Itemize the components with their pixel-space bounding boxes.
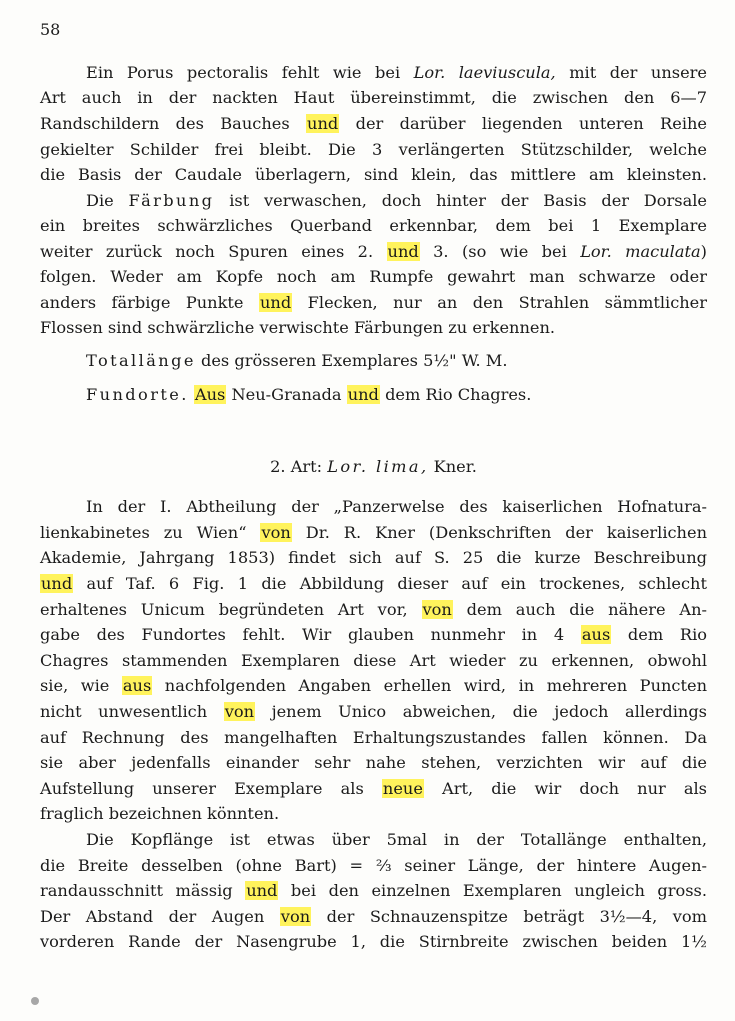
page-number: 58 [40, 20, 61, 39]
text-run: Lor. lima, [327, 457, 429, 476]
text-run: ) [700, 242, 707, 261]
text-line [40, 318, 707, 338]
text-run: Kner. [428, 457, 477, 476]
text-line [40, 293, 707, 313]
text-line [40, 497, 707, 517]
text-line [40, 804, 707, 824]
text-run: auf Taf. 6 Fig. 1 die Abbildung dieser auf ein trockenes, schlecht [73, 574, 707, 593]
highlighted-word: von [224, 702, 255, 721]
text-run: anders färbige Punkte [40, 293, 259, 312]
text-run: ist verwaschen, doch hinter der Basis der Dorsale [214, 191, 707, 210]
text-run: Dr. R. Kner (Denkschriften der kaiserlichen [291, 523, 707, 542]
highlighted-word: und [347, 385, 379, 404]
text-run: erhaltenes Unicum begründeten Art vor, [40, 600, 422, 619]
text-run: die Basis der Caudale überlagern, sind klein, das mittlere am kleinsten. [40, 165, 707, 184]
text-line [40, 385, 707, 405]
text-line [40, 114, 707, 134]
highlighted-word: und [307, 114, 339, 133]
text-run: Art, die wir doch nur als [423, 779, 707, 798]
text-line [40, 548, 707, 568]
text-run: auf Rechnung des mangelhaften Erhaltungszustandes fallen können. Da [40, 728, 707, 747]
text-line [40, 242, 707, 262]
text-run: Der Abstand der Augen [40, 907, 280, 926]
text-run: Akademie, Jahrgang 1853) findet sich auf S. 25 die kurze Beschreibung [40, 548, 707, 567]
text-run: Die [86, 191, 129, 210]
text-run: sie aber jedenfalls einander sehr nahe stehen, verzichten wir auf die [40, 753, 707, 772]
text-run: Lor. maculata [580, 242, 701, 261]
text-run: folgen. Weder am Kopfe noch am Rumpfe gewahrt man schwarze oder [40, 267, 707, 286]
text-line [40, 932, 707, 952]
text-run: Fundorte. [86, 385, 189, 404]
text-line [40, 676, 707, 696]
text-run: dem Rio Chagres. [379, 385, 532, 404]
text-run: gekielter Schilder frei bleibt. Die 3 verlängerten Stützschilder, welche [40, 140, 707, 159]
text-run: vorderen Rande der Nasengrube 1, die Stirnbreite zwischen beiden 1½ [40, 932, 707, 951]
text-run: Randschildern des Bauches [40, 114, 307, 133]
text-run: dem Rio [611, 625, 707, 644]
highlighted-word: von [261, 523, 291, 542]
text-line [40, 523, 707, 543]
text-run: Färbung [128, 191, 215, 210]
text-run: 3. (so wie bei [419, 242, 581, 261]
text-line [40, 702, 707, 722]
text-line [40, 216, 707, 236]
text-run: bei den einzelnen Exemplaren ungleich gross. [278, 881, 708, 900]
highlighted-word: aus [581, 625, 611, 644]
text-run: Flecken, nur an den Strahlen sämmtlicher [292, 293, 707, 312]
text-run: lienkabinetes zu Wien“ [40, 523, 261, 542]
text-run: gabe des Fundortes fehlt. Wir glauben nunmehr in 4 [40, 625, 581, 644]
text-run: dem auch die nähere An- [452, 600, 707, 619]
text-line [40, 165, 707, 185]
text-line [40, 140, 707, 160]
section-heading [40, 457, 707, 477]
text-run: Ein Porus pectoralis fehlt wie bei [86, 63, 414, 82]
text-run: Art auch in der nackten Haut übereinstimmt, die zwischen den 6—7 [40, 88, 707, 107]
text-run: sie, wie [40, 676, 122, 695]
ink-blot-icon [31, 997, 39, 1005]
text-run: nicht unwesentlich [40, 702, 224, 721]
highlighted-word: von [422, 600, 452, 619]
text-run: fraglich bezeichnen könnten. [40, 804, 280, 823]
text-run: Die Kopflänge ist etwas über 5mal in der Totallänge enthalten, [86, 830, 707, 849]
text-line [40, 351, 707, 371]
highlighted-word: aus [122, 676, 152, 695]
text-run: Flossen sind schwärzliche verwischte Färbungen zu erkennen. [40, 318, 556, 337]
text-run: Lor. laeviuscula, [413, 63, 556, 82]
text-line [40, 830, 707, 850]
highlighted-word: und [259, 293, 292, 312]
text-line [40, 753, 707, 773]
text-line [40, 881, 707, 901]
text-run: ein breites schwärzliches Querband erkennbar, dem bei 1 Exemplare [40, 216, 707, 235]
text-run: mit der unsere [555, 63, 707, 82]
highlighted-word: neue [382, 779, 423, 798]
text-run: der Schnauzenspitze beträgt 3½—4, vom [311, 907, 707, 926]
highlighted-word: und [246, 881, 278, 900]
text-line [40, 267, 707, 287]
highlighted-word: und [387, 242, 419, 261]
text-run: weiter zurück noch Spuren eines 2. [40, 242, 387, 261]
text-run: nachfolgenden Angaben erhellen wird, in mehreren Puncten [152, 676, 707, 695]
text-line [40, 574, 707, 594]
text-run: Chagres stammenden Exemplaren diese Art wieder zu erkennen, obwohl [40, 651, 707, 670]
text-line [40, 779, 707, 799]
text-line [40, 88, 707, 108]
text-line [40, 856, 707, 876]
highlighted-word: und [41, 574, 73, 593]
text-run: In der I. Abtheilung der „Panzerwelse des kaiserlichen Hofnatura- [86, 497, 707, 516]
text-run: Totallänge [86, 351, 196, 370]
text-run: 2. Art: [270, 457, 328, 476]
text-line [40, 600, 707, 620]
text-run: Neu-Granada [226, 385, 347, 404]
highlighted-word: Aus [194, 385, 226, 404]
text-line [40, 63, 707, 83]
text-line [40, 651, 707, 671]
text-run: die Breite desselben (ohne Bart) = ⅔ seiner Länge, der hintere Augen- [40, 856, 707, 875]
text-run: der darüber liegenden unteren Reihe [339, 114, 707, 133]
text-run: des grösseren Exemplares 5½" W. M. [195, 351, 508, 370]
text-run: randausschnitt mässig [40, 881, 246, 900]
text-line [40, 728, 707, 748]
text-run: jenem Unico abweichen, die jedoch allerdings [255, 702, 707, 721]
text-line [40, 191, 707, 211]
text-line [40, 907, 707, 927]
text-line [40, 625, 707, 645]
highlighted-word: von [280, 907, 311, 926]
text-run: Aufstellung unserer Exemplare als [40, 779, 382, 798]
